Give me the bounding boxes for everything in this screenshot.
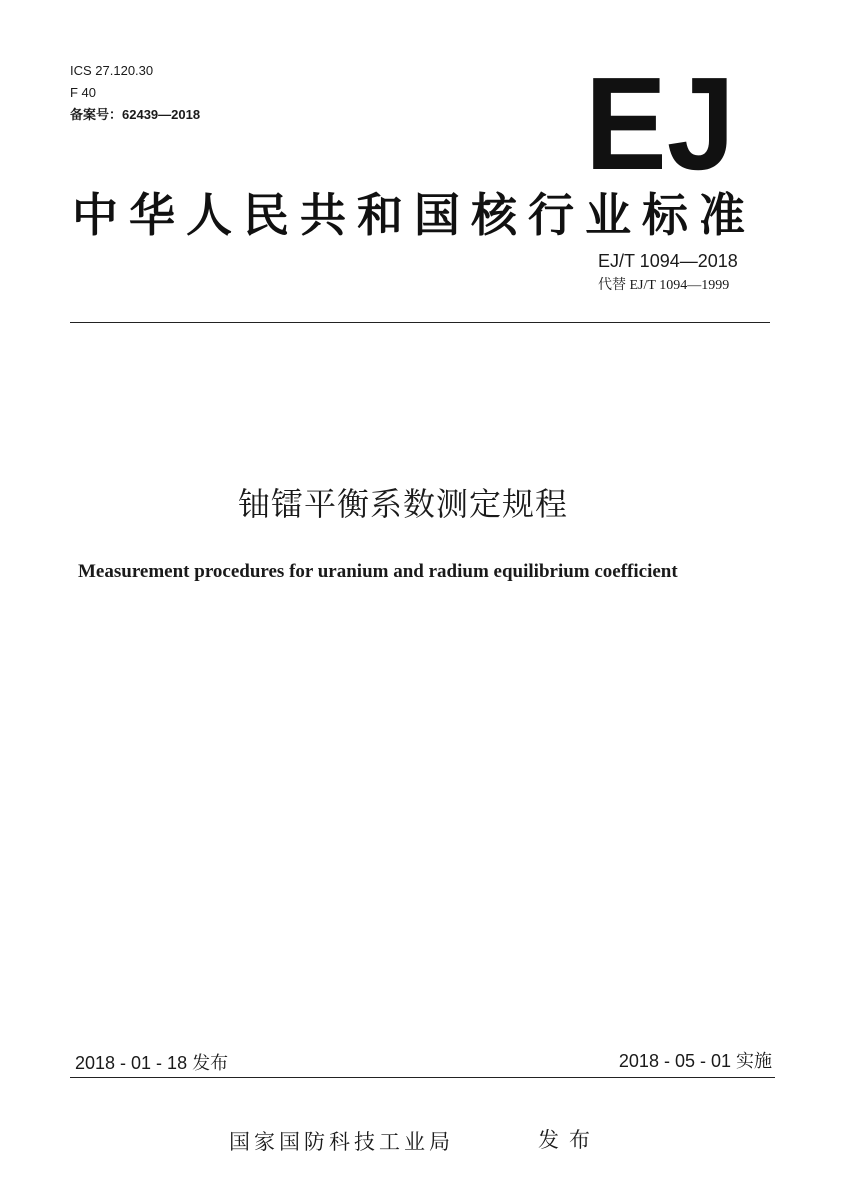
- record-number: 备案号：62439—2018: [70, 107, 201, 122]
- document-title-english: Measurement procedures for uranium and radium equilibrium coefficient: [78, 561, 678, 582]
- organization-title: 中华人民共和国核行业标准: [72, 188, 756, 242]
- publish-label: 发布: [538, 1128, 600, 1152]
- classification-block: [70, 60, 200, 126]
- ccs-code: F 40: [70, 85, 97, 100]
- ej-logo: [585, 66, 735, 186]
- replaces-standard: 代替 EJ/T 1094—1999: [598, 278, 730, 293]
- ej-logo-mark: [585, 66, 735, 186]
- ics-code: ICS 27.120.30: [70, 63, 154, 78]
- footer-divider: [70, 1077, 775, 1078]
- ej-logo-text: EJ: [585, 66, 735, 186]
- document-title-chinese: 铀镭平衡系数测定规程: [237, 485, 568, 523]
- implementation-date: 2018 - 05 - 01 实施: [618, 1051, 772, 1071]
- header-divider: [70, 322, 770, 323]
- publisher-name: 国家国防科技工业局: [229, 1130, 454, 1154]
- issue-date: 2018 - 01 - 18 发布: [75, 1053, 229, 1073]
- standard-code: EJ/T 1094—2018: [598, 251, 738, 271]
